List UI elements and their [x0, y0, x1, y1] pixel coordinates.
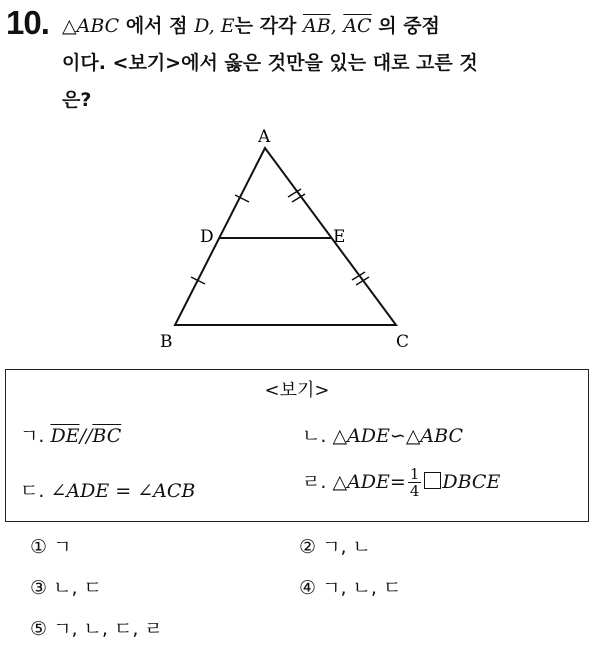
choice-2-text: ㄱ, ㄴ: [322, 536, 371, 558]
triangle-figure: [150, 118, 450, 358]
choice-5-text: ㄱ, ㄴ, ㄷ, ㄹ: [53, 618, 163, 640]
question-line-2: 이다. <보기>에서 옳은 것만을 있는 대로 고른 것: [62, 52, 478, 74]
choice-5-number: ⑤: [30, 618, 48, 640]
bogi-item-1-lhs: $\overline{DE}$: [50, 425, 80, 447]
question-line-1: [62, 11, 440, 38]
triangle-abc: ABC: [76, 15, 120, 37]
bogi-item-1-rhs: $\overline{BC}$: [92, 425, 122, 447]
points-de: D, E: [194, 15, 235, 37]
label-e: E: [333, 227, 346, 247]
bogi-item-2-rhs: △ABC: [405, 425, 463, 447]
choice-3-number: ③: [30, 577, 48, 599]
bogi-box: [5, 369, 589, 522]
choice-5[interactable]: [30, 614, 163, 641]
label-d: D: [200, 227, 214, 247]
question-text-a: 에서 점: [125, 15, 188, 37]
bogi-item-1: [20, 421, 121, 448]
question-line-3: 은?: [62, 89, 92, 111]
label-a: A: [258, 127, 271, 147]
choice-1-number: ①: [30, 536, 48, 558]
bogi-marker-2: ㄴ.: [302, 425, 327, 447]
bogi-item-2-op: ∽: [389, 425, 406, 447]
bogi-marker-1: ㄱ.: [20, 425, 45, 447]
choice-3[interactable]: [30, 573, 102, 600]
fraction-one-quarter: [408, 466, 422, 499]
bogi-item-2: [302, 421, 463, 448]
question-number: 10.: [6, 4, 49, 41]
choice-4-text: ㄱ, ㄴ, ㄷ: [322, 577, 402, 599]
fraction-numerator: 1: [409, 465, 420, 483]
bogi-item-1-op: //: [79, 425, 93, 447]
segment-ac: $\overline{AC}$: [343, 15, 372, 37]
triangle-symbol: △: [62, 15, 77, 37]
choice-4-number: ④: [299, 577, 317, 599]
bogi-item-3-lhs: ∠ADE: [50, 480, 110, 502]
label-b: B: [160, 332, 173, 352]
choice-2[interactable]: [299, 532, 371, 559]
choice-2-number: ②: [299, 536, 317, 558]
bogi-item-4-op: =: [389, 471, 406, 493]
square-symbol: [424, 472, 441, 489]
choice-1-text: ㄱ: [53, 536, 72, 558]
segment-ab: $\overline{AB}$: [302, 15, 331, 37]
bogi-item-3-op: =: [115, 480, 132, 502]
bogi-item-3-rhs: ∠ACB: [137, 480, 196, 502]
bogi-item-2-lhs: △ADE: [332, 425, 390, 447]
comma: ,: [330, 15, 337, 37]
choice-1[interactable]: [30, 532, 71, 559]
question-text-b: 는 각각: [234, 15, 297, 37]
fraction-denominator: 4: [409, 482, 420, 500]
choice-3-text: ㄴ, ㄷ: [53, 577, 102, 599]
label-c: C: [396, 332, 410, 352]
bogi-marker-4: ㄹ.: [302, 471, 327, 493]
choice-4[interactable]: [299, 573, 401, 600]
bogi-item-4-lhs: △ADE: [332, 471, 390, 493]
bogi-item-4-rhs: DBCE: [442, 471, 501, 493]
bogi-item-4: [302, 466, 500, 499]
bogi-marker-3: ㄷ.: [20, 480, 45, 502]
question-text-c: 의 중점: [378, 15, 440, 37]
bogi-title: <보기>: [264, 380, 330, 401]
bogi-item-3: [20, 476, 195, 503]
